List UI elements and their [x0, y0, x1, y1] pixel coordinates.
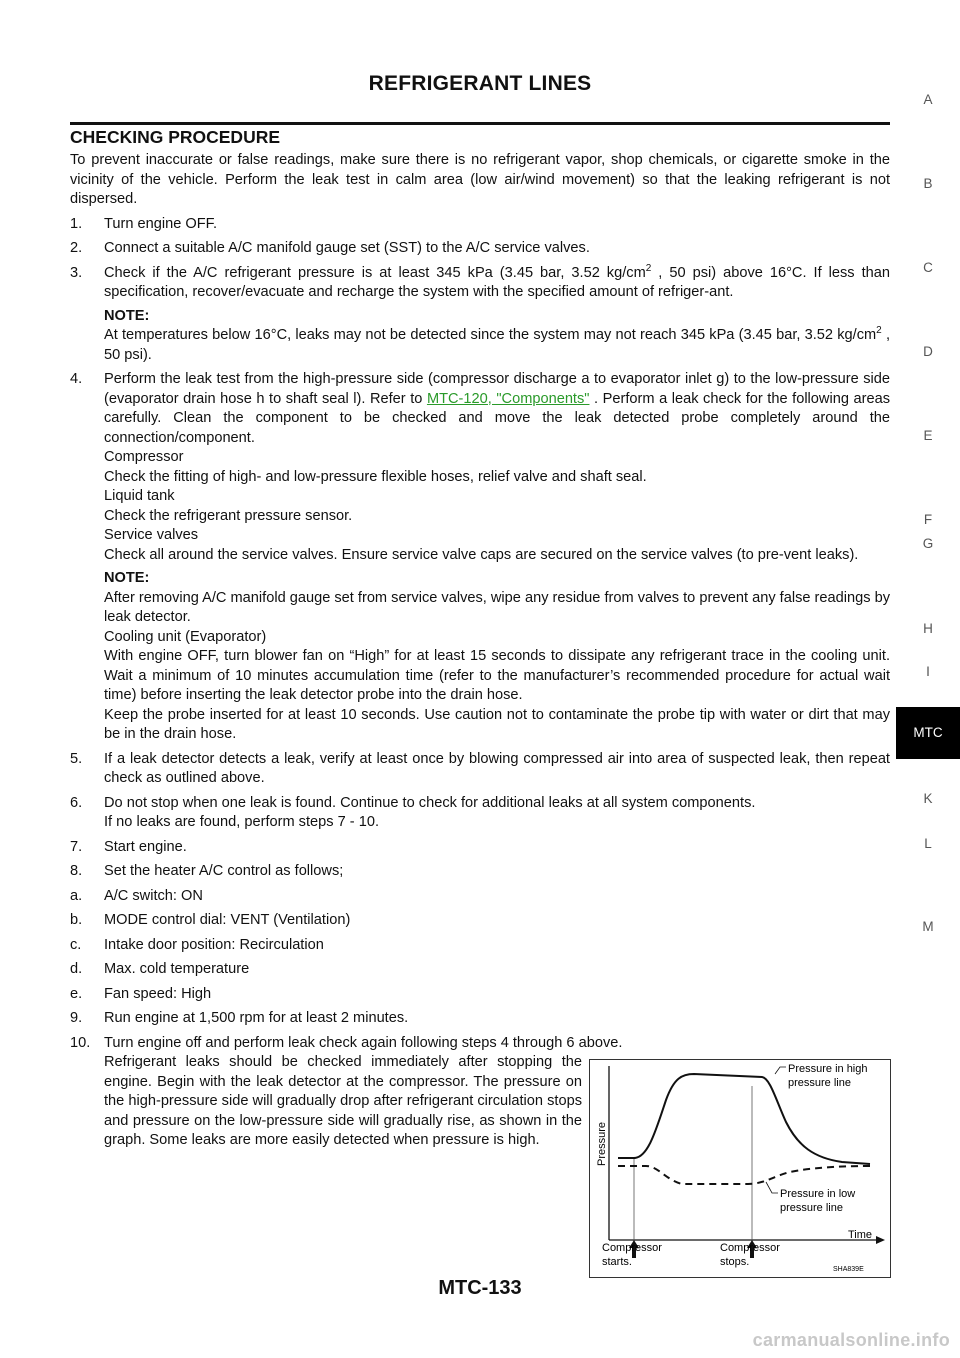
superscript: 2: [645, 262, 652, 274]
step-letter: e.: [70, 985, 83, 1002]
note-text: At temperatures below 16°C, leaks may not be detected since the system may not reach 345 kPa (3.45 bar, 3.52 kg/cm: [104, 327, 877, 343]
step-number: 1.: [70, 215, 83, 232]
step-number: 7.: [70, 838, 83, 855]
section-title: CHECKING PROCEDURE: [70, 127, 281, 147]
index-tab-c[interactable]: C: [923, 260, 933, 275]
side-index: [896, 0, 960, 1358]
index-tab-k[interactable]: K: [923, 791, 933, 806]
step-number: 8.: [70, 863, 83, 879]
high-label-leader: [775, 1067, 786, 1074]
step-8b: [70, 911, 890, 931]
step-3: [70, 262, 890, 366]
step-letter: b.: [70, 912, 83, 928]
step-4: [70, 370, 891, 745]
step-text: Perform the leak test from the high-pressure side (compressor discharge a to evaporator inlet g) to the low-pressure side (evaporator drain hose h to shaft seal l). Refer to: [104, 371, 890, 407]
index-tab-g[interactable]: G: [922, 536, 934, 551]
low-pressure-curve: [618, 1166, 870, 1184]
page-number: MTC-133: [438, 1277, 522, 1299]
low-label-line1: Pressure in low: [780, 1188, 856, 1200]
high-label-line2: pressure line: [788, 1077, 851, 1089]
step-text: Set the heater A/C control as follows;: [104, 863, 344, 879]
x-axis-arrow: [876, 1236, 885, 1244]
step-8c: [70, 936, 890, 956]
area-cooling-unit-text-2: Keep the probe inserted for at least 10 seconds. Use caution not to contaminate the probe tip with water or dirt that may be in the drain hose.: [104, 706, 890, 742]
step-text-2: If no leaks are found, perform steps 7 - 10.: [104, 814, 379, 830]
step-text: MODE control dial: VENT (Ventilation): [104, 912, 351, 928]
step-text: Do not stop when one leak is found. Continue to check for additional leaks at all system components.: [104, 794, 756, 811]
step-text: Turn engine off and perform leak check again following steps 4 through 6 above.: [104, 1034, 623, 1051]
x-axis-label: Time: [848, 1229, 873, 1241]
step-text: Fan speed: High: [104, 985, 212, 1002]
step-8e: [70, 985, 890, 1005]
step-number: 4.: [70, 371, 83, 387]
area-liquid-tank: Liquid tank: [104, 488, 175, 504]
pressure-time-figure: [589, 1059, 891, 1278]
step-number: 2.: [70, 240, 83, 256]
step-8d: [70, 960, 890, 980]
index-tab-d[interactable]: D: [923, 344, 933, 359]
index-tab-h[interactable]: H: [923, 621, 933, 636]
area-service-valves-text: Check all around the service valves. Ensure service valve caps are secured on the service valves (to pre-vent leaks).: [104, 546, 859, 563]
step-text-2: Refrigerant leaks should be checked immediately after stopping the engine. Begin with the leak detector at the compressor. The pressure on the high-pressure side will gradually drop after refrigerant circulation stops and pressure on the low-pressure side will gradually rise, as shown in the graph. Some leaks are more easily detected when pressure is high.: [104, 1054, 582, 1148]
y-axis-label: Pressure: [596, 1121, 608, 1166]
area-cooling-unit: Cooling unit (Evaporator): [104, 628, 267, 645]
step-letter: d.: [70, 961, 83, 977]
step-5: [70, 750, 890, 789]
index-tab-m[interactable]: M: [922, 919, 934, 934]
high-label-line1: Pressure in high: [788, 1063, 868, 1075]
step-text: Max. cold temperature: [104, 961, 250, 977]
step-text: Connect a suitable A/C manifold gauge set (SST) to the A/C service valves.: [104, 240, 590, 256]
figure-code: SHA839E: [833, 1266, 864, 1273]
step-number: 5.: [70, 750, 83, 767]
index-tab-a[interactable]: A: [923, 92, 933, 107]
pressure-time-graph: [590, 1060, 890, 1277]
superscript: 2: [876, 325, 882, 336]
step-text: Intake door position: Recirculation: [104, 936, 324, 953]
note-label: NOTE:: [104, 570, 150, 586]
step-text: Start engine.: [104, 838, 187, 855]
components-link[interactable]: MTC-120, "Components": [426, 390, 590, 407]
step-text: , 50 psi) above 16°C. If less than specification, recover/evacuate and recharge the system with the specified amount of refriger-ant.: [104, 264, 890, 300]
start-label-line2: starts.: [602, 1256, 632, 1268]
area-compressor: Compressor: [104, 449, 184, 465]
note-label: NOTE:: [104, 307, 150, 324]
stop-label-line2: stops.: [720, 1256, 750, 1268]
intro-paragraph: To prevent inaccurate or false readings, make sure there is no refrigerant vapor, shop chemicals, or cigarette smoke in the vicinity of the vehicle. Perform the leak test in calm area (low air/wind movement) so that the leaking refrigerant is not dispersed.: [70, 152, 890, 207]
step-8: [70, 862, 890, 882]
step-text: Run engine at 1,500 rpm for at least 2 minutes.: [104, 1010, 409, 1026]
step-6: [70, 794, 890, 833]
step-text: Turn engine OFF.: [104, 215, 218, 232]
area-service-valves: Service valves: [104, 527, 199, 543]
step-letter: c.: [70, 936, 82, 953]
low-label-line2: pressure line: [780, 1202, 843, 1214]
area-compressor-text: Check the fitting of high- and low-pressure flexible hoses, relief valve and shaft seal.: [104, 468, 647, 485]
page-header: REFRIGERANT LINES: [368, 72, 592, 95]
note-text: , 50 psi).: [104, 327, 890, 363]
step-text: If a leak detector detects a leak, verify at least once by blowing compressed air into area of suspected leak, then repeat check as outlined above.: [104, 750, 890, 786]
header-rule: [70, 122, 890, 125]
index-tab-i[interactable]: I: [926, 664, 930, 679]
index-tab-b[interactable]: B: [923, 176, 933, 191]
step-letter: a.: [70, 887, 83, 904]
index-tab-f[interactable]: F: [923, 512, 933, 527]
step-text: . Perform a leak check for the following areas carefully. Clean the component to be checked and move the leak detected probe completely around the connection/component.: [104, 390, 890, 446]
low-label-leader: [766, 1182, 778, 1193]
step-text: A/C switch: ON: [104, 887, 203, 904]
index-tab-e[interactable]: E: [923, 428, 933, 443]
stop-label-line1: Compressor: [720, 1242, 780, 1254]
start-label-line1: Compressor: [602, 1242, 662, 1254]
step-text: Check if the A/C refrigerant pressure is at least 345 kPa (3.45 bar, 3.52 kg/cm: [104, 264, 646, 281]
step-1: [70, 215, 890, 235]
index-tab-mtc[interactable]: MTC: [896, 707, 960, 759]
step-number: 3.: [70, 264, 83, 281]
step-number: 10.: [70, 1034, 91, 1051]
step-9: [70, 1009, 890, 1029]
step-7: [70, 838, 890, 858]
step-number: 6.: [70, 794, 83, 811]
step-8a: [70, 887, 890, 907]
step-number: 9.: [70, 1010, 83, 1026]
area-cooling-unit-text: With engine OFF, turn blower fan on “High” for at least 15 seconds to dissipate any refrigerant trace in the cooling unit. Wait a minimum of 10 minutes accumulation time (refer to the manufacturer’s recommended procedure for actual wait time) before inserting the leak detector probe into the drain hose.: [104, 648, 890, 703]
area-liquid-tank-text: Check the refrigerant pressure sensor.: [104, 507, 353, 524]
document-body: [70, 151, 891, 1156]
watermark: carmanualsonline.info: [752, 1330, 950, 1350]
index-tab-l[interactable]: L: [924, 836, 932, 851]
note-text: After removing A/C manifold gauge set from service valves, wipe any residue from valves to prevent any false readings by leak detector.: [104, 589, 891, 625]
step-2: [70, 239, 890, 259]
